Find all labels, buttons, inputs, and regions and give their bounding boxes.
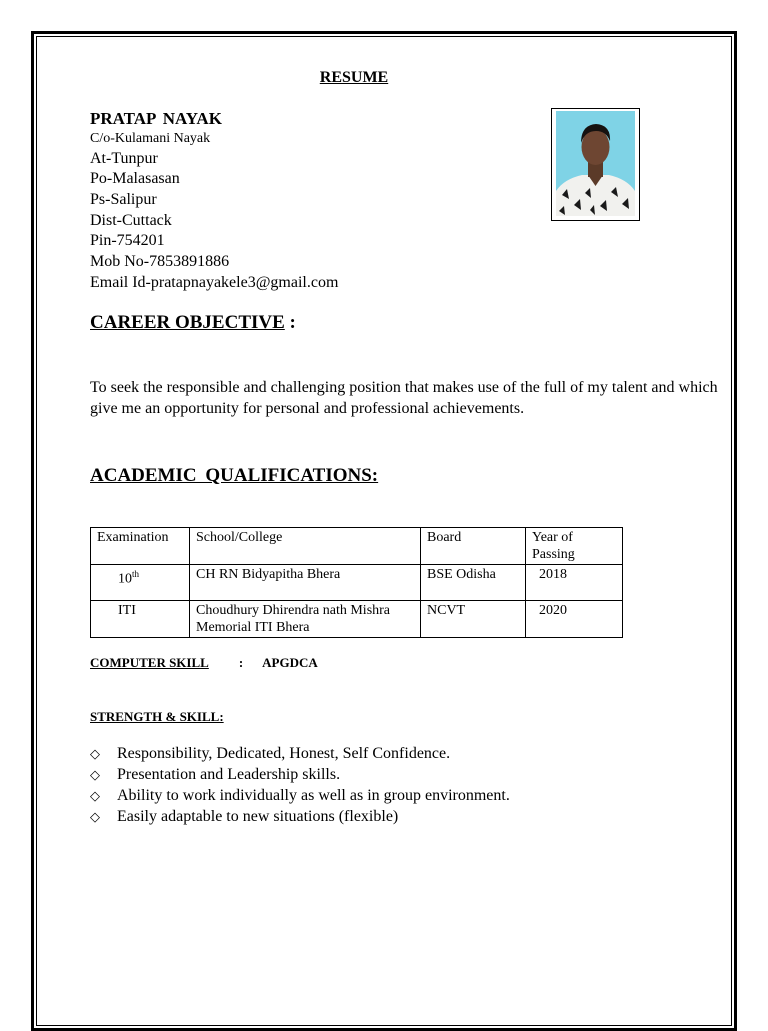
profile-photo	[551, 108, 640, 221]
table-header-row	[91, 528, 623, 565]
care-of: C/o-Kulamani Nayak	[90, 131, 211, 146]
list-item: ◇ Easily adaptable to new situations (flexible)	[90, 808, 399, 825]
table-cell-board: NCVT	[421, 601, 526, 638]
table-row	[91, 601, 623, 638]
table-cell-school: CH RN Bidyapitha Bhera	[190, 565, 421, 601]
diamond-bullet-icon: ◇	[90, 809, 100, 824]
table-header: Board	[421, 528, 526, 565]
qualifications-table	[90, 527, 623, 638]
address-line: Po-Malasasan	[90, 170, 180, 187]
diamond-bullet-icon: ◇	[90, 746, 100, 761]
table-header: Year of Passing	[526, 528, 623, 565]
academic-qualifications-heading: ACADEMIC QUALIFICATIONS:	[90, 465, 379, 486]
resume-title: RESUME	[319, 69, 389, 86]
diamond-bullet-icon: ◇	[90, 767, 100, 782]
table-cell-school: Choudhury Dhirendra nath Mishra Memorial ITI Bhera	[190, 601, 421, 638]
email-address: Email Id-pratapnayakele3@gmail.com	[90, 274, 339, 291]
computer-skill-value: APGDCA	[262, 655, 318, 670]
candidate-name: PRATAP NAYAK	[90, 109, 222, 128]
table-cell-year: 2020	[526, 601, 623, 638]
address-line: Ps-Salipur	[90, 191, 157, 208]
computer-skill-separator: :	[238, 655, 244, 670]
skills-list	[90, 743, 510, 827]
list-item: ◇ Responsibility, Dedicated, Honest, Self Confidence.	[90, 745, 451, 762]
computer-skill-label: COMPUTER SKILL	[90, 655, 209, 670]
mobile-number: Mob No-7853891886	[90, 253, 230, 270]
address-line: Pin-754201	[90, 232, 165, 249]
address-line: Dist-Cuttack	[90, 212, 172, 229]
list-item: ◇ Presentation and Leadership skills.	[90, 766, 341, 783]
table-header: School/College	[190, 528, 421, 565]
table-cell-exam: ITI	[91, 601, 190, 638]
table-cell-year: 2018	[526, 565, 623, 601]
table-cell-board: BSE Odisha	[421, 565, 526, 601]
list-item: ◇ Ability to work individually as well as in group environment.	[90, 787, 510, 804]
diamond-bullet-icon: ◇	[90, 788, 100, 803]
table-header: Examination	[91, 528, 190, 565]
career-objective-heading: CAREER OBJECTIVE :	[90, 312, 296, 333]
computer-skill-line	[90, 655, 318, 671]
address-line: At-Tunpur	[90, 150, 158, 167]
table-row	[91, 565, 623, 601]
table-cell-exam: 10th	[91, 565, 190, 601]
strength-skill-heading: STRENGTH & SKILL:	[90, 709, 224, 724]
career-objective-text: To seek the responsible and challenging position that makes use of the full of my talent and which give me an opportunity for personal and professional achievements.	[90, 379, 718, 417]
